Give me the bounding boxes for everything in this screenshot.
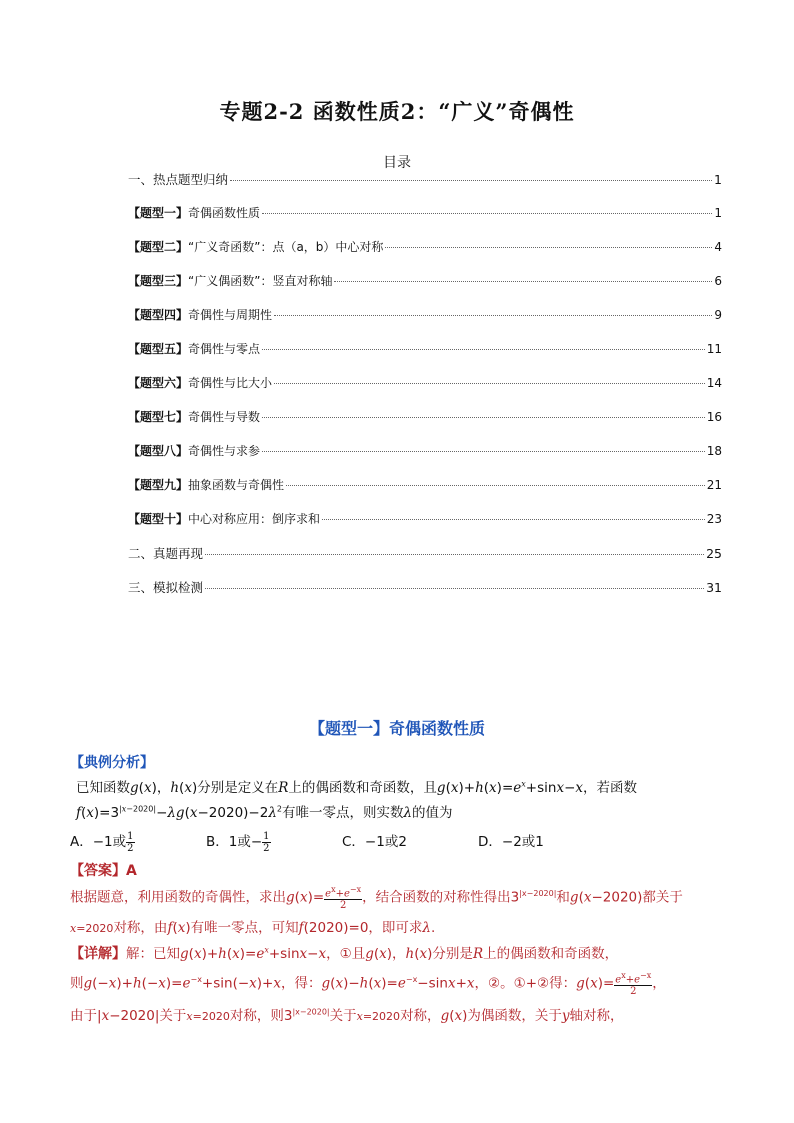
toc-heading: 目录 xyxy=(383,155,411,171)
analysis-line-2: x=2020对称，由f(x)有唯一零点，可知f(2020)=0，即可求λ. xyxy=(70,920,436,936)
answer-options: A．−1或 $\frac{1}{2}$ B．1或− $\frac{1}{2}$ C．−1或2 D．−2或1 xyxy=(70,830,544,854)
analysis-line-1: 根据题意，利用函数的奇偶性，求出g(x)= $\frac{e^x+e^{-x}}{2}$ ，结合函数的对称性得出$3^{|x-2020|}$和g(x−2020)都关于 xyxy=(70,885,683,912)
detail-line-3: 由于|x−2020|关于x=2020对称，则$3^{|x-2020|}$关于x=2020对称，g(x)为偶函数，关于y轴对称， xyxy=(70,1007,624,1024)
toc-entry[interactable]: 【题型六】奇偶性与比大小 14 xyxy=(128,376,722,390)
section-title: 【题型一】奇偶函数性质 xyxy=(308,719,485,738)
detail-tag: 【详解】 xyxy=(70,946,126,962)
toc-entry[interactable]: 【题型一】奇偶函数性质 1 xyxy=(128,206,722,220)
toc-entry[interactable]: 【题型五】奇偶性与零点 11 xyxy=(128,342,722,356)
example-tag: 【典例分析】 xyxy=(70,755,154,771)
toc-entry[interactable]: 【题型四】奇偶性与周期性 9 xyxy=(128,308,722,322)
toc-entry[interactable]: 【题型七】奇偶性与导数 16 xyxy=(128,410,722,424)
toc-entry[interactable]: 三、模拟检测 31 xyxy=(128,580,722,595)
detail-line-2: 则$g(-x)+h(-x)=e^{-x}+\sin(-x)+x$，得：$g(x)-h(x)=e^{-x}-\sin x+x$，②。①+②得：g(x)= $\frac{e^x+e^{-x}}{2}$ ， xyxy=(70,971,666,998)
example-tag-line xyxy=(70,752,730,772)
toc-entry[interactable]: 【题型二】“广义奇函数”：点（a，b）中心对称 4 xyxy=(128,240,722,254)
toc-entry[interactable]: 【题型九】抽象函数与奇偶性 21 xyxy=(128,478,722,492)
page-title: 专题2-2 函数性质2：“广义”奇偶性 xyxy=(219,99,575,124)
toc-entry[interactable]: 【题型三】“广义偶函数”：竖直对称轴 6 xyxy=(128,274,722,288)
toc-entry[interactable]: 【题型八】奇偶性与求参 18 xyxy=(128,444,722,458)
detail-line-1: 【详解】解：已知$g(x)+h(x)=e^x+\sin x-x$，①且g(x)，h(x)分别是R上的偶函数和奇函数， xyxy=(70,945,619,962)
toc-entry[interactable]: 一、热点题型归纳 1 xyxy=(128,172,722,187)
answer-tag: 【答案】A xyxy=(70,863,137,879)
toc-entry[interactable]: 二、真题再现 25 xyxy=(128,546,722,561)
toc-entry[interactable]: 【题型十】中心对称应用：倒序求和 23 xyxy=(128,512,722,526)
table-of-contents xyxy=(128,170,722,612)
problem-line-1: 已知函数g(x)，h(x)分别是定义在R上的偶函数和奇函数，且$g(x)+h(x)=e^x+\sin x-x$，若函数 xyxy=(76,779,637,796)
answer-line xyxy=(70,860,730,880)
problem-line-2: $f(x)=3^{|x-2020|}-\lambda g(x-2020)-2\lambda^2$有唯一零点，则实数λ的值为 xyxy=(76,804,453,821)
